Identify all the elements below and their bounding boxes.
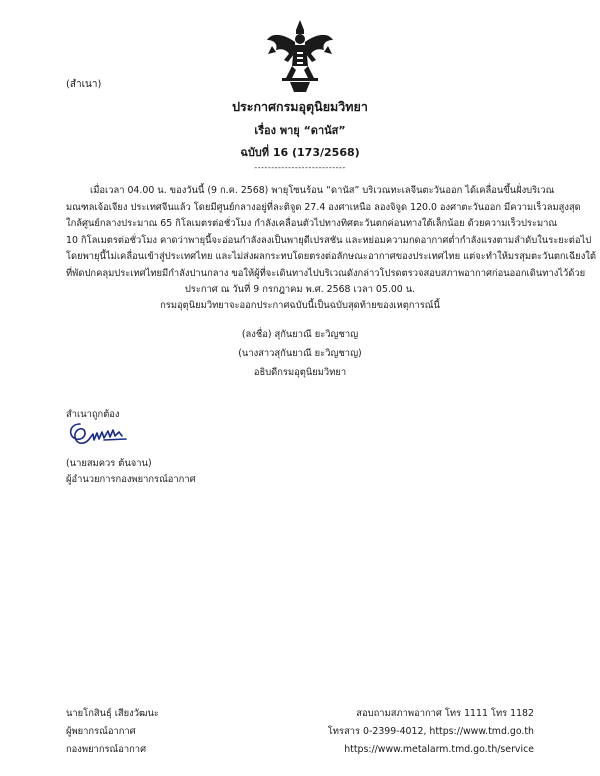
body-line: โดยพายุนี้ไม่เคลื่อนเข้าสู่ประเทศไทย และไม่ส่งผลกระทบโดยตรงต่อลักษณะอากาศของประเทศไทย แต่จะทำให้มรสุมตะวันตกเฉียงใต้ (66, 251, 596, 263)
footer-left-line: กองพยากรณ์อากาศ (66, 744, 147, 755)
footer-contact-phone: สอบถามสภาพอากาศ โทร 1111 โทร 1182 (356, 708, 534, 719)
title-separator: --------------------------- (254, 163, 346, 172)
body-line: ที่พัดปกคลุมประเทศไทยมีกำลังปานกลาง ขอให้ผู้ที่จะเดินทางไปบริเวณดังกล่าวโปรดตรวจสอบสภาพอากาศก่อนออกเดินทางไว้ด้วย (66, 267, 586, 279)
garuda-emblem-icon (266, 20, 334, 92)
footer-left-line: นายโกสินธุ์ เสียงวัฒนะ (66, 708, 159, 719)
footer-contact-url: https://www.metalarm.tmd.go.th/service (344, 744, 534, 755)
handwritten-signature (66, 418, 128, 448)
footer-contact-fax: โทรสาร 0-2399-4012, https://www.tmd.go.th (327, 726, 534, 737)
signatory-position: อธิบดีกรมอุตุนิยมวิทยา (253, 367, 347, 378)
certifier-position: ผู้อำนวยการกองพยากรณ์อากาศ (66, 474, 196, 485)
issued-date: ประกาศ ณ วันที่ 9 กรกฎาคม พ.ศ. 2568 เวลา 05.00 น. (184, 284, 416, 295)
body-line: เมื่อเวลา 04.00 น. ของวันนี้ (9 ก.ค. 2568) พายุโซนร้อน “ดานัส” บริเวณทะเลจีนตะวันออก ได้เคลื่อนขึ้นฝั่งบริเวณ (90, 185, 555, 196)
announcement-number: ฉบับที่ 16 (173/2568) (240, 146, 360, 159)
announcement-body (66, 183, 596, 283)
footer-contact (328, 705, 534, 759)
footer-left-line: ผู้พยากรณ์อากาศ (66, 726, 136, 737)
certifier-name: (นายสมควร ต้นจาน) (66, 458, 152, 469)
certified-copy-label: สำเนาถูกต้อง (66, 409, 120, 420)
footer-forecaster (66, 705, 159, 759)
signatory-name: (นางสาวสุกันยาณี ยะวิญชาญ) (238, 348, 362, 359)
announcement-title: ประกาศกรมอุตุนิยมวิทยา (232, 99, 368, 114)
body-line: ใกล้ศูนย์กลางประมาณ 65 กิโลเมตรต่อชั่วโมง กำลังเคลื่อนตัวไปทางทิศตะวันตกค่อนทางใต้เล็กน้อย ด้วยความเร็วประมาณ (66, 218, 558, 230)
signatory-signed: (ลงชื่อ) สุกันยาณี ยะวิญชาญ (241, 329, 359, 340)
copy-mark: (สำเนา) (66, 79, 102, 90)
body-line: มณฑลเจ้อเจียง ประเทศจีนแล้ว โดยมีศูนย์กลางอยู่ที่ละติจูด 27.4 องศาเหนือ ลองจิจูด 120.0 องศาตะวันออก มีความเร็วลมสูงสุด (66, 201, 581, 213)
announcement-subject: เรื่อง พายุ “ดานัส” (254, 124, 346, 137)
next-notice: กรมอุตุนิยมวิทยาจะออกประกาศฉบับนี้เป็นฉบับสุดท้ายของเหตุการณ์นี้ (160, 300, 440, 311)
body-line: 10 กิโลเมตรต่อชั่วโมง คาดว่าพายุนี้จะอ่อนกำลังลงเป็นพายุดีเปรสชัน และหย่อมความกดอากาศต่ำกำลังแรงตามลำดับในระยะต่อไป (66, 234, 592, 246)
